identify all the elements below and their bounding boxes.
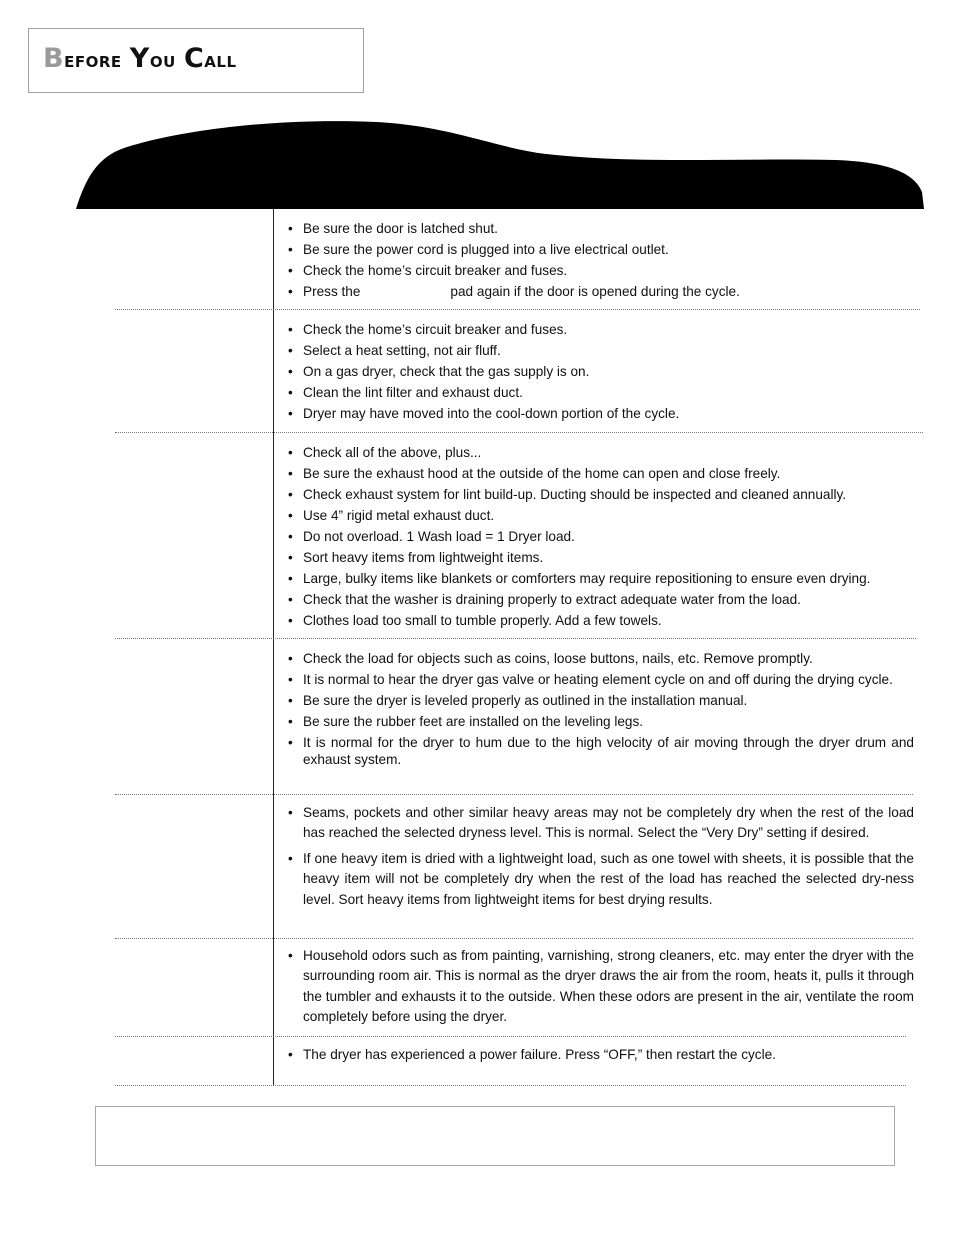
bullet: •: [288, 693, 293, 708]
item-text: Clean the lint filter and exhaust duct.: [303, 385, 523, 400]
title-part: all: [204, 48, 237, 73]
list-item: [288, 528, 914, 545]
section-divider: [115, 309, 920, 310]
item-text: Check all of the above, plus...: [303, 445, 482, 460]
header-banner: [76, 112, 924, 210]
bullet: •: [288, 592, 293, 607]
item-text: Do not overload. 1 Wash load = 1 Dryer load.: [303, 529, 575, 544]
solutions-section-2: [288, 321, 914, 426]
list-item: [288, 507, 914, 524]
column-divider: [273, 209, 274, 1085]
list-item: [288, 849, 914, 910]
item-text: Check exhaust system for lint build-up. Ducting should be inspected and cleaned annually.: [303, 487, 847, 502]
list-item: [288, 549, 914, 566]
title-box: [28, 28, 364, 93]
item-text: Be sure the door is latched shut.: [303, 221, 498, 236]
item-text: Be sure the dryer is leveled properly as outlined in the installation manual.: [303, 693, 748, 708]
solutions-section-4: [288, 650, 914, 772]
list-item: [288, 465, 914, 482]
bullet: •: [288, 735, 293, 750]
list-item: [288, 241, 914, 258]
bullet: •: [288, 466, 293, 481]
bullet: •: [288, 263, 293, 278]
list-item: [288, 486, 914, 503]
bullet: •: [288, 445, 293, 460]
item-text: Use 4” rigid metal exhaust duct.: [303, 508, 495, 523]
bullet: •: [288, 805, 293, 820]
item-text: Household odors such as from painting, varnishing, strong cleaners, etc. may enter the dryer with the surrounding room air. This is normal as the dryer draws the air from the room, heats it, pulls it through the tumbler and exhausts it to the outside. When these odors are present in the air, ventilate the room completely before using the dryer.: [303, 948, 914, 1025]
list-item: [288, 1046, 914, 1063]
bullet: •: [288, 406, 293, 421]
title-initial: B: [43, 43, 65, 74]
item-text: pad again if the door is opened during the cycle.: [450, 284, 740, 299]
bullet: •: [288, 284, 293, 299]
title-part: Y: [129, 43, 150, 74]
list-item: [288, 444, 914, 461]
item-text: Press the: [303, 284, 361, 299]
list-item: [288, 384, 914, 401]
list-item: [288, 363, 914, 380]
list-item: [288, 650, 914, 667]
item-text: Check the home’s circuit breaker and fuses.: [303, 263, 568, 278]
item-text: It is normal for the dryer to hum due to the high velocity of air moving through the dryer drum and exhaust system.: [303, 735, 914, 767]
item-text: Seams, pockets and other similar heavy areas may not be completely dry when the rest of the load has reached the selected dryness level. This is normal. Select the “Very Dry” setting if desired.: [303, 805, 914, 841]
item-text: If one heavy item is dried with a lightweight load, such as one towel with sheets, it is possible that the heavy item will not be completely dry when the rest of the load has reached the selected dry-ness level. Sort heavy items from lightweight items for best drying results.: [303, 850, 914, 907]
list-item: [288, 342, 914, 359]
bullet: •: [288, 672, 293, 687]
title-part: ou: [149, 48, 184, 73]
list-item: [288, 321, 914, 338]
bullet: •: [288, 322, 293, 337]
bullet: •: [288, 343, 293, 358]
solutions-section-6: [288, 946, 914, 1033]
title-part: C: [183, 43, 205, 74]
footer-box: [95, 1106, 895, 1166]
title-part: efore: [64, 48, 130, 73]
bullet: •: [288, 242, 293, 257]
bullet: •: [288, 529, 293, 544]
item-text: On a gas dryer, check that the gas supply is on.: [303, 364, 590, 379]
list-item: [288, 946, 914, 1028]
bullet: •: [288, 1047, 293, 1062]
list-item: [288, 612, 914, 629]
item-text: Dryer may have moved into the cool-down portion of the cycle.: [303, 406, 680, 421]
bullet: •: [288, 550, 293, 565]
list-item: [288, 692, 914, 709]
section-divider: [115, 638, 916, 639]
bullet: •: [288, 613, 293, 628]
bullet: •: [288, 948, 293, 963]
list-item: [288, 405, 914, 422]
item-text: Check the home’s circuit breaker and fuses.: [303, 322, 568, 337]
bullet: •: [288, 714, 293, 729]
section-divider: [115, 432, 923, 433]
section-divider: [115, 1036, 906, 1037]
list-item: [288, 734, 914, 768]
list-item: [288, 713, 914, 730]
section-divider: [115, 1085, 906, 1086]
item-text: Be sure the power cord is plugged into a live electrical outlet.: [303, 242, 669, 257]
bullet: •: [288, 508, 293, 523]
solutions-section-1: [288, 220, 914, 304]
item-text: Clothes load too small to tumble properly. Add a few towels.: [303, 613, 662, 628]
list-item: [288, 220, 914, 237]
bullet: •: [288, 221, 293, 236]
list-item: [288, 570, 914, 587]
list-item: [288, 262, 914, 279]
item-text: Be sure the exhaust hood at the outside of the home can open and close freely.: [303, 466, 781, 481]
bullet: •: [288, 364, 293, 379]
solutions-section-3: [288, 444, 914, 633]
item-text: Large, bulky items like blankets or comforters may require repositioning to ensure even drying.: [303, 571, 871, 586]
solutions-section-7: [288, 1046, 914, 1067]
bullet: •: [288, 487, 293, 502]
item-text: Select a heat setting, not air fluff.: [303, 343, 501, 358]
bullet: •: [288, 850, 293, 866]
bullet: •: [288, 571, 293, 586]
item-text: Check that the washer is draining properly to extract adequate water from the load.: [303, 592, 801, 607]
list-item: [288, 283, 914, 300]
bullet: •: [288, 651, 293, 666]
bullet: •: [288, 385, 293, 400]
item-text: Sort heavy items from lightweight items.: [303, 550, 544, 565]
solutions-section-5: [288, 803, 914, 915]
item-text: Be sure the rubber feet are installed on the leveling legs.: [303, 714, 644, 729]
list-item: [288, 671, 914, 688]
section-divider: [115, 794, 913, 795]
list-item: [288, 591, 914, 608]
item-text: Check the load for objects such as coins, loose buttons, nails, etc. Remove promptly.: [303, 651, 813, 666]
item-text: It is normal to hear the dryer gas valve or heating element cycle on and off during the drying cycle.: [303, 672, 893, 687]
list-item: [288, 803, 914, 844]
item-text: The dryer has experienced a power failure. Press “OFF,” then restart the cycle.: [303, 1047, 776, 1062]
section-divider: [115, 938, 913, 939]
page-title: [43, 43, 237, 74]
